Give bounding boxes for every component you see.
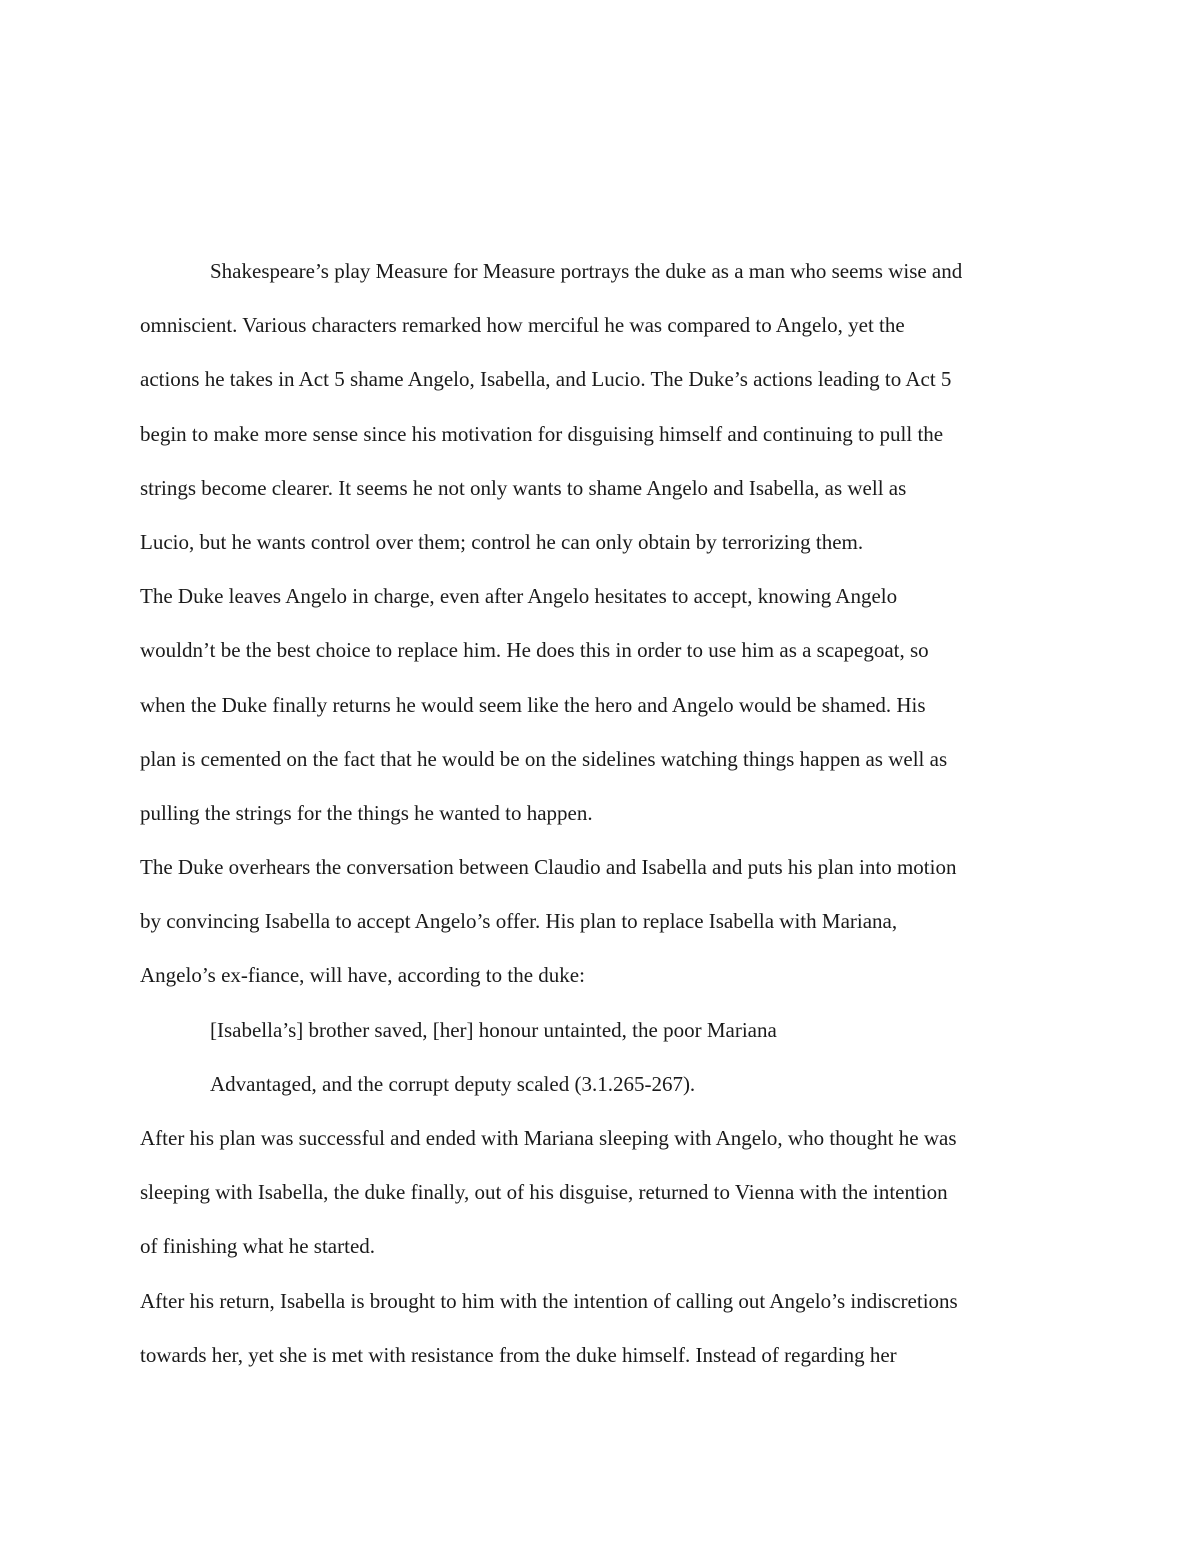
paragraph-4-line-3: of finishing what he started.: [140, 1234, 376, 1259]
paragraph-2-line-4: plan is cemented on the fact that he would be on the sidelines watching things happen as well as: [140, 746, 948, 771]
paragraph-1-line-2: omniscient. Various characters remarked how merciful he was compared to Angelo, yet the: [140, 313, 905, 338]
paragraph-2-line-3: when the Duke finally returns he would seem like the hero and Angelo would be shamed. His: [140, 692, 926, 717]
paragraph-2-line-5: pulling the strings for the things he wanted to happen.: [140, 800, 593, 825]
paragraph-2-line-2: wouldn’t be the best choice to replace him. He does this in order to use him as a scapegoat, so: [140, 638, 929, 663]
paragraph-3-line-3: Angelo’s ex-fiance, will have, according to the duke:: [140, 963, 585, 988]
paragraph-3-line-2: by convincing Isabella to accept Angelo’s offer. His plan to replace Isabella with Mariana,: [140, 909, 898, 934]
paragraph-2-line-1: The Duke leaves Angelo in charge, even after Angelo hesitates to accept, knowing Angelo: [140, 584, 898, 609]
essay-body: [140, 244, 1070, 1382]
paragraph-5-line-2: towards her, yet she is met with resistance from the duke himself. Instead of regarding her: [140, 1342, 897, 1367]
paragraph-1-line-4: begin to make more sense since his motivation for disguising himself and continuing to pull the: [140, 421, 944, 446]
block-quote-line-1: [Isabella’s] brother saved, [her] honour untainted, the poor Mariana: [210, 1017, 777, 1042]
paragraph-1-line-3: actions he takes in Act 5 shame Angelo, Isabella, and Lucio. The Duke’s actions leading to Act 5: [140, 367, 952, 392]
paragraph-4-line-1: After his plan was successful and ended with Mariana sleeping with Angelo, who thought he was: [140, 1126, 957, 1150]
paragraph-1-line-5: strings become clearer. It seems he not only wants to shame Angelo and Isabella, as well as: [140, 475, 907, 500]
paragraph-1-line-1: Shakespeare’s play Measure for Measure portrays the duke as a man who seems wise and: [210, 259, 963, 283]
paragraph-5-line-1: After his return, Isabella is brought to him with the intention of calling out Angelo’s indiscretions: [140, 1288, 958, 1313]
paragraph-3-line-1: The Duke overhears the conversation between Claudio and Isabella and puts his plan into motion: [140, 855, 957, 880]
block-quote-line-2: Advantaged, and the corrupt deputy scaled (3.1.265-267).: [210, 1071, 696, 1096]
paragraph-1-line-6: Lucio, but he wants control over them; control he can only obtain by terrorizing them.: [140, 529, 864, 554]
paragraph-4-line-2: sleeping with Isabella, the duke finally, out of his disguise, returned to Vienna with the intention: [140, 1180, 948, 1205]
